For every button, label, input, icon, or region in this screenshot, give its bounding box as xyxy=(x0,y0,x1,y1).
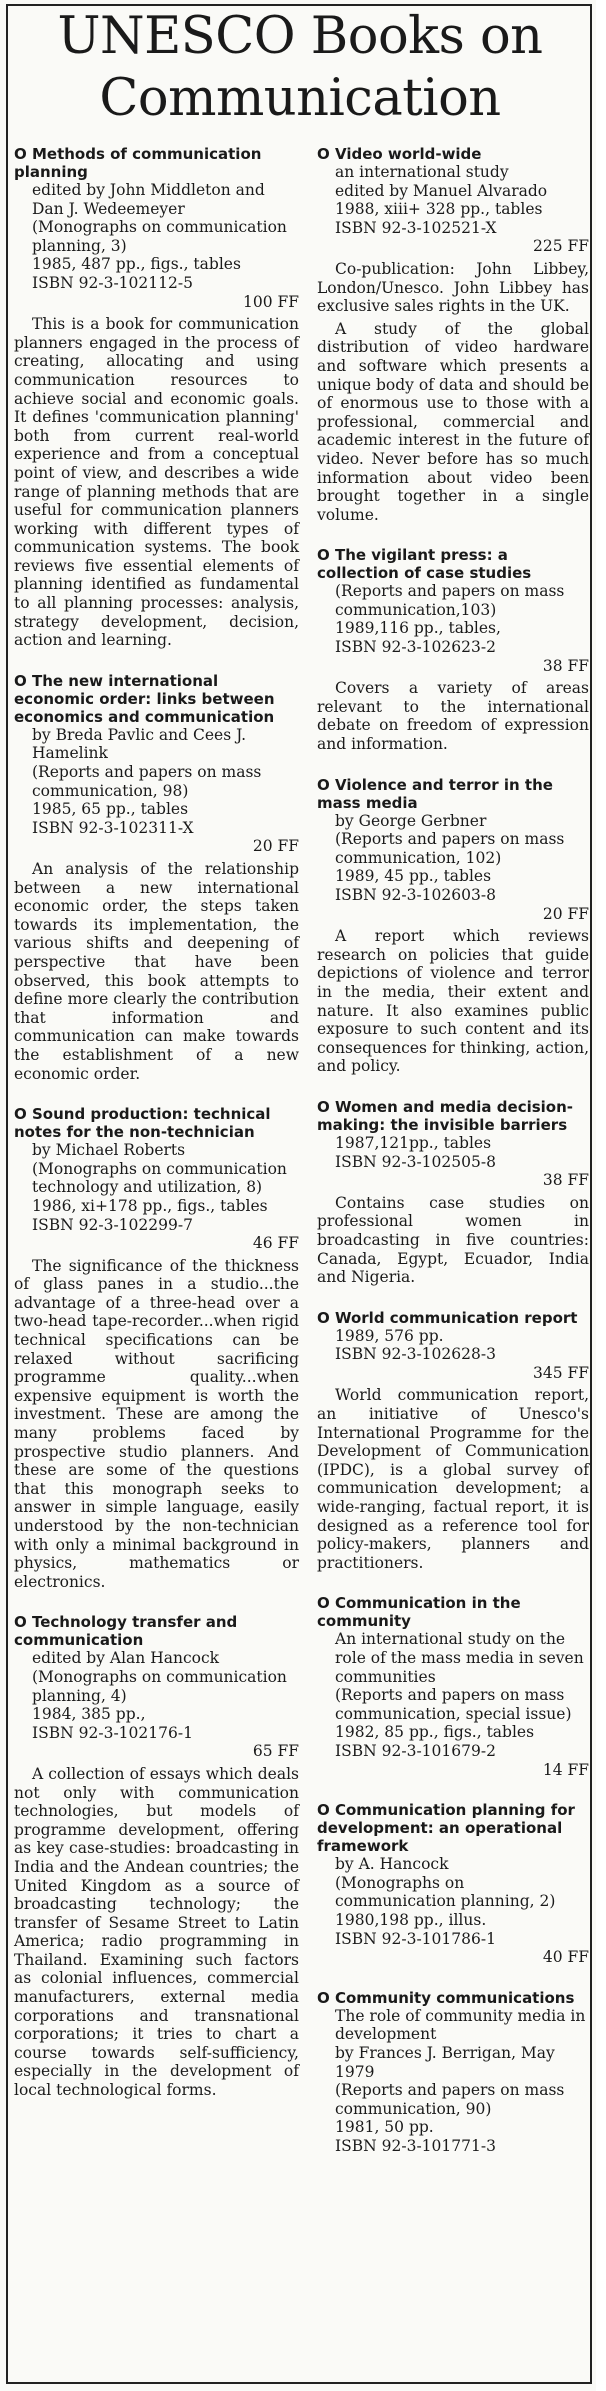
book-detail-line: 1989, 45 pp., tables xyxy=(335,867,492,886)
book-details xyxy=(317,1855,589,1967)
book-title: O Community communications xyxy=(317,1988,575,2007)
book-detail-line: ISBN 92-3-101679-2 xyxy=(335,1741,496,1760)
book-details xyxy=(14,1141,299,1253)
book-detail-line: an international study xyxy=(335,163,509,181)
book-price: 65 FF xyxy=(252,1742,299,1761)
book-detail-line: (Monographs on communication planning, 4) xyxy=(32,1667,287,1705)
book-detail-line: 1987,121pp., tables xyxy=(335,1133,492,1152)
book-details xyxy=(317,582,589,675)
book-detail-line: ISBN 92-3-102521-X xyxy=(335,218,497,237)
book-price: 20 FF xyxy=(542,904,589,923)
book-detail-line: (Reports and papers on mass communication,103) xyxy=(335,582,565,619)
book-title: O Methods of communication planning xyxy=(14,145,262,181)
book-detail-line: 1985, 487 pp., figs., tables xyxy=(32,255,241,274)
book-entry xyxy=(317,1098,589,1287)
book-description: World communication report, an initiative of Unesco's International Programme for the Development of Communication (IPDC), is a global survey of communication development; a wide-ranging, factual report, it is designed as a reference tool for policy-makers, planners and practitioners. xyxy=(317,1386,589,1572)
page-title: UNESCO Books on Communication xyxy=(57,7,543,128)
book-details xyxy=(317,1630,589,1779)
book-detail-line: ISBN 92-3-101771-3 xyxy=(335,2136,496,2155)
book-detail-line: edited by John Middleton and Dan J. Wedeemeyer xyxy=(32,181,265,218)
book-details xyxy=(317,2007,589,2156)
book-entry xyxy=(317,1594,589,1779)
book-detail-line: ISBN 92-3-102603-8 xyxy=(335,886,496,904)
book-detail-line: ISBN 92-3-102623-2 xyxy=(335,638,496,657)
book-description: An analysis of the relationship between a new international economic order, the steps taken towards its implementation, the various shifts and deepening of perspective that have been observed, this book attempts to define more clearly the contribution that information and communication can make towards the establishment of a new economic order. xyxy=(14,860,299,1083)
left-column xyxy=(14,145,299,2122)
book-price: 14 FF xyxy=(542,1760,589,1779)
book-detail-line: 1988, xiii+ 328 pp., tables xyxy=(335,200,543,219)
book-detail-line: ISBN 92-3-102311-X xyxy=(32,818,194,837)
book-description: This is a book for communication planners engaged in the process of creating, allocating and using communication resources to achieve social and economic goals. It defines 'communication planning' both from current real-world experience and from a conceptual point of view, and describes a wide range of planning methods that are useful for communication planners working with different types of communication systems. The book reviews five essential elements of planning identified as fundamental to all planning processes: analysis, strategy development, decision, action and learning. xyxy=(14,315,299,650)
book-detail-line: ISBN 92-3-102628-3 xyxy=(335,1345,496,1364)
book-title: O Video world-wide xyxy=(317,145,482,163)
page-edge xyxy=(596,0,606,2391)
book-description: A collection of essays which deals not only with communication technologies, but models of programme development, offering as key case-studies: broadcasting in India and the Andean countries; the United Kingdom as a source of broadcasting technology; the transfer of Sesame Street to Latin America; radio programming in Thailand. Examining such factors as colonial influences, commercial manufacturers, external media corporations and transnational corporations; it tries to chart a course towards self-sufficiency, especially in the development of local technological forms. xyxy=(14,1764,299,2100)
book-title: O Communication planning for development: an operational framework xyxy=(317,1801,575,1856)
book-detail-line: by Michael Roberts xyxy=(32,1141,186,1160)
book-price: 46 FF xyxy=(252,1234,299,1253)
book-price: 40 FF xyxy=(542,1948,589,1967)
book-price: 225 FF xyxy=(532,237,589,256)
book-title: O Technology transfer and communication xyxy=(14,1613,238,1650)
book-detail-line: (Monographs on communication planning, 2) xyxy=(335,1873,556,1911)
book-title: O Women and media decision-making: the invisible barriers xyxy=(317,1097,574,1134)
book-description: Contains case studies on professional women in broadcasting in five countries: Canada, Egypt, Ecuador, India and Nigeria. xyxy=(317,1193,589,1287)
book-title: O The vigilant press: a collection of case studies xyxy=(317,546,532,583)
book-entry xyxy=(14,145,299,650)
book-detail-line: 1989, 576 pp. xyxy=(335,1326,444,1345)
book-details xyxy=(317,1134,589,1190)
book-title: O Violence and terror in the mass media xyxy=(317,775,553,812)
book-title: O World communication report xyxy=(317,1308,578,1327)
book-detail-line: ISBN 92-3-102176-1 xyxy=(32,1723,193,1742)
book-detail-line: edited by Alan Hancock xyxy=(32,1649,220,1668)
book-detail-line: by George Gerbner xyxy=(335,811,487,830)
book-description: A study of the global distribution of video hardware and software which presents a unique body of data and should be of enormous use to those with a professional, commercial and academic interest in the future of video. Never before has so much information about video been brought together in a single volume. xyxy=(317,319,589,524)
book-detail-line: The role of community media in development xyxy=(335,2006,586,2044)
book-description: Covers a variety of areas relevant to the international debate on freedom of expression and information. xyxy=(317,679,589,754)
book-price: 38 FF xyxy=(542,656,589,675)
book-entry xyxy=(317,1989,589,2156)
book-detail-line: (Monographs on communication technology and utilization, 8) xyxy=(32,1159,287,1197)
book-detail-line: 1981, 50 pp. xyxy=(335,2118,434,2137)
book-detail-line: 1982, 85 pp., figs., tables xyxy=(335,1723,535,1742)
book-description: The significance of the thickness of glass panes in a studio...the advantage of a three-head over a two-head tape-recorder...when rigid technical specifications can be relaxed without sacrificing programme quality...when expensive equipment is worth the investment. These are among the many problems faced by prospective studio planners. And these are some of the questions that this monograph seeks to answer in simple language, easily understood by the non-technician with only a minimal background in physics, mathematics or electronics. xyxy=(14,1256,299,1591)
book-details xyxy=(14,1649,299,1761)
book-entry xyxy=(14,1613,299,2099)
book-detail-line: by A. Hancock xyxy=(335,1855,449,1874)
book-detail-line: 1989,116 pp., tables, xyxy=(335,619,501,638)
book-details xyxy=(14,181,299,311)
book-description: Co-publication: John Libbey, London/Unesco. John Libbey has exclusive sales rights in the UK. xyxy=(317,259,589,316)
book-title: O The new international economic order: links between economics and communication xyxy=(14,671,275,726)
book-title: O Communication in the community xyxy=(317,1594,521,1631)
book-detail-line: 1986, xi+178 pp., figs., tables xyxy=(32,1196,268,1215)
book-description: A report which reviews research on policies that guide depictions of violence and terror in the media, their extent and nature. It also examines public exposure to such content and its consequences for thinking, action, and policy. xyxy=(317,927,589,1076)
book-price: 38 FF xyxy=(542,1171,589,1190)
book-details xyxy=(317,1327,589,1383)
book-entry xyxy=(14,1105,299,1591)
book-detail-line: (Reports and papers on mass communication, special issue) xyxy=(335,1686,572,1723)
book-entry xyxy=(317,546,589,753)
book-detail-line: 1980,198 pp., illus. xyxy=(335,1910,487,1929)
book-entry xyxy=(317,145,589,524)
book-detail-line: ISBN 92-3-101786-1 xyxy=(335,1929,496,1948)
book-details xyxy=(14,726,299,856)
book-details xyxy=(317,163,589,256)
book-detail-line: edited by Manuel Alvarado xyxy=(335,181,548,200)
book-details xyxy=(317,812,589,924)
book-detail-line: An international study on the role of the mass media in seven communities xyxy=(335,1630,584,1686)
book-title: O Sound production: technical notes for the non-technician xyxy=(14,1105,271,1142)
book-detail-line: (Monographs on communication planning, 3) xyxy=(32,218,287,255)
book-detail-line: 1984, 385 pp., xyxy=(32,1705,146,1724)
book-detail-line: ISBN 92-3-102505-8 xyxy=(335,1152,496,1171)
book-price: 20 FF xyxy=(252,837,299,856)
book-detail-line: ISBN 92-3-102112-5 xyxy=(32,273,193,292)
book-price: 100 FF xyxy=(242,292,299,311)
book-entry xyxy=(317,776,589,1076)
book-entry xyxy=(14,672,299,1083)
book-entry xyxy=(317,1309,589,1573)
right-column xyxy=(317,145,589,2177)
book-detail-line: (Reports and papers on mass communication, 102) xyxy=(335,830,565,867)
book-detail-line: (Reports and papers on mass communication, 90) xyxy=(335,2081,565,2118)
book-detail-line: ISBN 92-3-102299-7 xyxy=(32,1215,193,1234)
book-detail-line: 1985, 65 pp., tables xyxy=(32,800,189,819)
book-price: 345 FF xyxy=(532,1363,589,1382)
book-detail-line: by Frances J. Berrigan, May 1979 xyxy=(335,2043,555,2081)
book-entry xyxy=(317,1801,589,1967)
book-detail-line: (Reports and papers on mass communication, 98) xyxy=(32,763,262,800)
book-detail-line: by Breda Pavlic and Cees J. Hamelink xyxy=(32,725,247,763)
